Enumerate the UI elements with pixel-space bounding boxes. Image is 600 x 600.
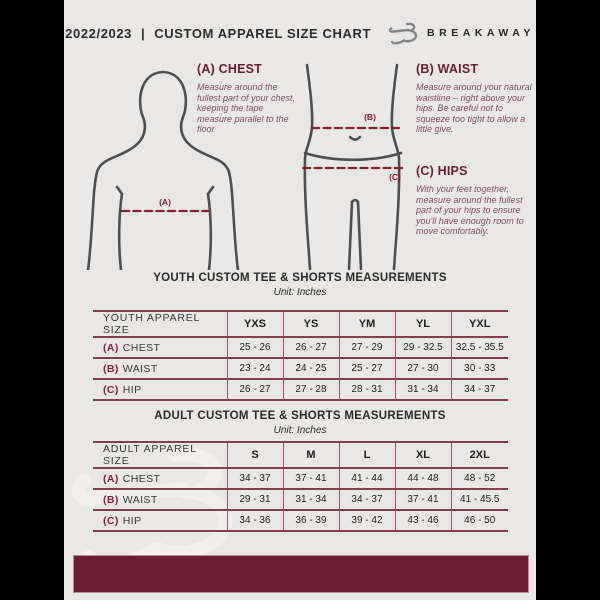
adult-size-header: ADULT APPAREL SIZE [103,443,197,467]
cell-value: 30 - 33 [451,358,508,379]
title-text: CUSTOM APPAREL SIZE CHART [154,25,372,41]
waist-hips-measurement-diagram [298,63,410,272]
row-prefix: (A) [103,472,119,485]
cell-value: 48 - 52 [451,468,508,489]
adult-size-xl: XL [395,442,451,468]
row-prefix: (C) [103,383,119,396]
brand [389,20,535,46]
youth-size-ys: YS [283,311,339,337]
waist-heading: (B) WAIST [416,62,479,76]
row-prefix: (B) [103,362,119,375]
cell-value: 41 - 44 [339,468,395,489]
brand-name: BREAKAWAY [427,27,535,39]
row-prefix: (C) [103,514,119,527]
cell-value: 26 - 27 [283,337,339,358]
youth-table-header-row [93,311,508,337]
chest-line-label: (A) [159,197,171,207]
youth-table-title: YOUTH CUSTOM TEE & SHORTS MEASUREMENTS [153,272,447,284]
cell-value: 25 - 26 [227,337,283,358]
document-page [64,0,536,600]
youth-size-yxl: YXL [451,311,508,337]
waist-line-label: (B) [364,112,376,122]
cell-value: 27 - 29 [339,337,395,358]
adult-chest-row [93,468,508,489]
breakaway-logo-icon [389,20,419,46]
cell-value: 27 - 28 [283,379,339,400]
adult-size-2xl: 2XL [451,442,508,468]
cell-value: 34 - 37 [227,468,283,489]
cell-value: 46 - 50 [451,510,508,531]
cell-value: 24 - 25 [283,358,339,379]
cell-value: 39 - 42 [339,510,395,531]
chest-instructions: Measure around the fullest part of your chest, keeping the tape measure parallel to the floor [197,82,296,134]
adult-table-unit: Unit: Inches [273,425,327,436]
adult-table-title: ADULT CUSTOM TEE & SHORTS MEASUREMENTS [154,410,446,422]
season-text: 2022/2023 [65,25,133,41]
cell-value: 37 - 41 [283,468,339,489]
waist-instructions: Measure around your natural waistline – right above your hips. Be careful not to squeeze too tight to allow a little give. [416,82,532,134]
row-label: HIP [122,383,142,396]
adult-hip-row [93,510,508,531]
adult-size-s: S [227,442,283,468]
footer-bar [73,555,529,593]
adult-size-l: L [339,442,395,468]
row-label: CHEST [122,341,161,354]
adult-waist-row [93,489,508,510]
youth-size-header: YOUTH APPAREL SIZE [103,312,200,336]
cell-value: 29 - 31 [227,489,283,510]
chest-heading: (A) CHEST [197,62,262,76]
adult-table-header-row [93,442,508,468]
cell-value: 37 - 41 [395,489,451,510]
cell-value: 36 - 39 [283,510,339,531]
cell-value: 43 - 46 [395,510,451,531]
cell-value: 31 - 34 [283,489,339,510]
header [64,20,536,46]
hips-heading: (C) HIPS [416,164,468,178]
hips-instructions: With your feet together, measure around the fullest part of your hips to ensure you'll have enough room to move comfortably. [416,184,524,236]
youth-size-ym: YM [339,311,395,337]
cell-value: 34 - 37 [451,379,508,400]
cell-value: 23 - 24 [227,358,283,379]
page-title [65,26,371,41]
cell-value: 28 - 31 [339,379,395,400]
cell-value: 25 - 27 [339,358,395,379]
youth-size-yxs: YXS [227,311,283,337]
cell-value: 31 - 34 [395,379,451,400]
cell-value: 27 - 30 [395,358,451,379]
youth-waist-row [93,358,508,379]
youth-chest-row [93,337,508,358]
cell-value: 29 - 32.5 [395,337,451,358]
row-prefix: (B) [103,493,119,506]
adult-size-table [93,441,508,532]
cell-value: 26 - 27 [227,379,283,400]
row-label: WAIST [122,493,158,506]
adult-size-m: M [283,442,339,468]
row-label: CHEST [122,472,161,485]
hips-line-label: (C) [389,172,401,182]
cell-value: 34 - 37 [339,489,395,510]
divider-text: | [141,25,146,41]
cell-value: 32.5 - 35.5 [451,337,508,358]
youth-size-table [93,310,508,401]
cell-value: 34 - 36 [227,510,283,531]
youth-table-unit: Unit: Inches [273,287,327,298]
cell-value: 41 - 45.5 [451,489,508,510]
youth-hip-row [93,379,508,400]
row-prefix: (A) [103,341,119,354]
youth-size-yl: YL [395,311,451,337]
row-label: HIP [122,514,142,527]
row-label: WAIST [122,362,158,375]
cell-value: 44 - 48 [395,468,451,489]
